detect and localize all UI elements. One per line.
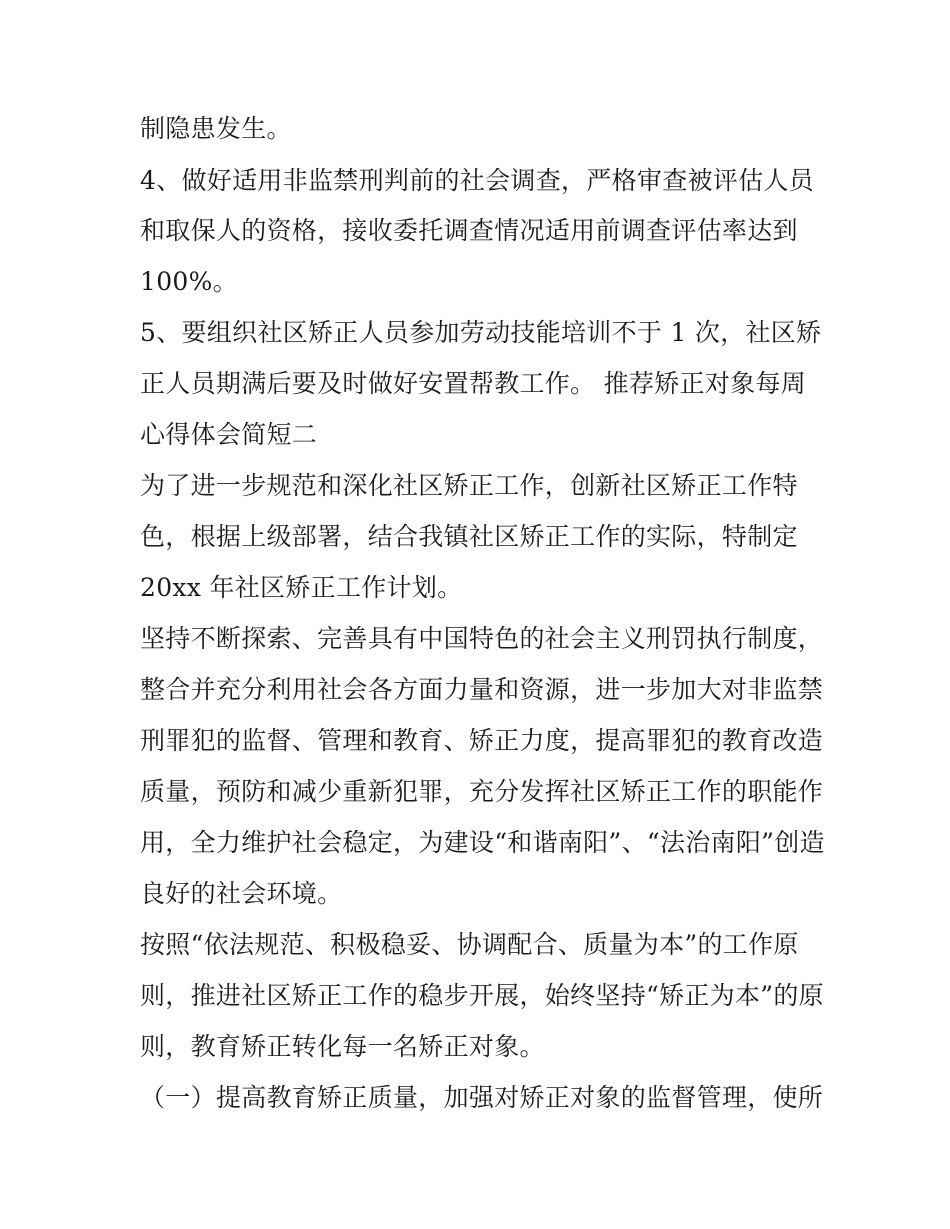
section-heading: 心得体会简短二: [140, 420, 318, 449]
text-line: 质量，预防和减少重新犯罪，充分发挥社区矫正工作的职能作: [140, 777, 824, 806]
text-line: 坚持不断探索、完善具有中国特色的社会主义刑罚执行制度，: [140, 624, 824, 653]
text-line: 制隐患发生。: [140, 114, 292, 143]
text-line: 20xx 年社区矫正工作计划。: [140, 573, 463, 602]
text-line: 4、做好适用非监禁刑判前的社会调查，严格审查被评估人员: [140, 166, 815, 195]
text-line: 5、要组织社区矫正人员参加劳动技能培训不于 1 次，社区矫: [140, 318, 822, 347]
text-line: 则，推进社区矫正工作的稳步开展，始终坚持“矫正为本”的原: [140, 981, 824, 1010]
text-line: 刑罪犯的监督、管理和教育、矫正力度，提高罪犯的教育改造: [140, 726, 824, 755]
text-line: 良好的社会环境。: [140, 879, 343, 908]
text-line: 整合并充分利用社会各方面力量和资源，进一步加大对非监禁: [140, 675, 824, 704]
text-line: 色，根据上级部署，结合我镇社区矫正工作的实际，特制定: [140, 522, 798, 551]
text-line: 和取保人的资格，接收委托调查情况适用前调查评估率达到: [140, 216, 798, 245]
text-line: 则，教育矫正转化每一名矫正对象。: [140, 1032, 545, 1061]
text-line: 用，全力维护社会稳定，为建设“和谐南阳”、“法治南阳”创造: [140, 828, 825, 857]
text-line: （一）提高教育矫正质量，加强对矫正对象的监督管理，使所: [140, 1083, 824, 1112]
text-line: 正人员期满后要及时做好安置帮教工作。 推荐矫正对象每周: [140, 369, 807, 398]
text-line: 100%。: [140, 267, 238, 296]
text-line: 为了进一步规范和深化社区矫正工作，创新社区矫正工作特: [140, 471, 798, 500]
text-line: 按照“依法规范、积极稳妥、协调配合、质量为本”的工作原: [140, 930, 799, 959]
